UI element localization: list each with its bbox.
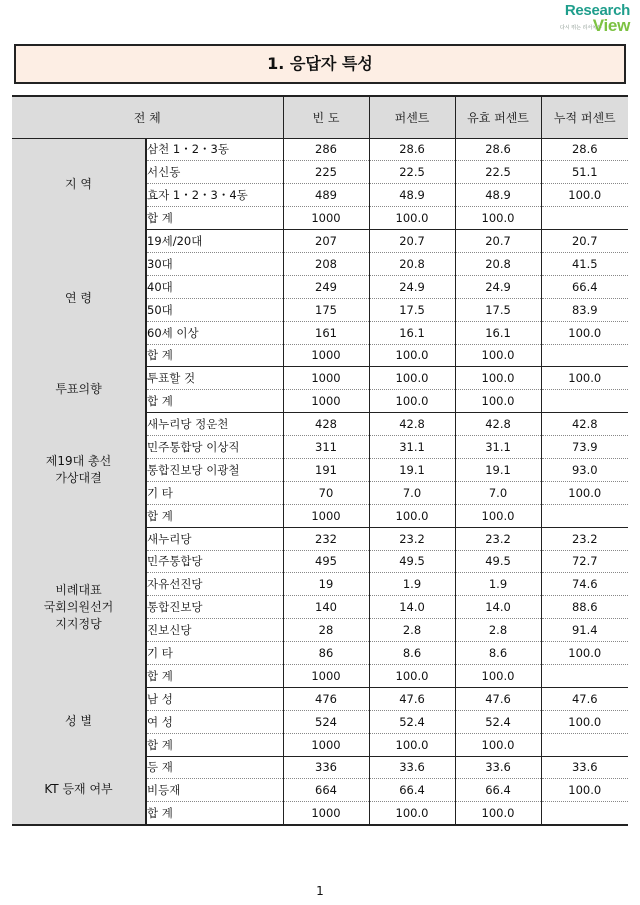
- cell-cumulative-percent: 66.4: [541, 275, 628, 298]
- cell-valid-percent: 14.0: [455, 596, 541, 619]
- cell-valid-percent: 42.8: [455, 413, 541, 436]
- cell-cumulative-percent: 74.6: [541, 573, 628, 596]
- cell-frequency: 495: [283, 550, 369, 573]
- table-row: [12, 527, 628, 550]
- logo-view-text: View: [592, 16, 630, 35]
- row-category: 남 성: [146, 687, 283, 710]
- row-category: 삼천 1・2・3동: [146, 138, 283, 161]
- cell-percent: 47.6: [369, 687, 455, 710]
- row-category: 민주통합당 이상직: [146, 436, 283, 459]
- cell-cumulative-percent: 88.6: [541, 596, 628, 619]
- cell-valid-percent: 16.1: [455, 321, 541, 344]
- group-label: 지 역: [12, 138, 146, 230]
- researchview-logo: [560, 2, 630, 36]
- cell-frequency: 140: [283, 596, 369, 619]
- cell-percent: 100.0: [369, 390, 455, 413]
- cell-percent: 100.0: [369, 802, 455, 825]
- cell-percent: 31.1: [369, 436, 455, 459]
- cell-valid-percent: 100.0: [455, 802, 541, 825]
- cell-frequency: 1000: [283, 207, 369, 230]
- group-label: 비례대표 국회의원선거 지지정당: [12, 527, 146, 687]
- cell-cumulative-percent: 83.9: [541, 298, 628, 321]
- cell-percent: 24.9: [369, 275, 455, 298]
- cell-valid-percent: 2.8: [455, 619, 541, 642]
- cell-cumulative-percent: [541, 664, 628, 687]
- cell-cumulative-percent: 100.0: [541, 184, 628, 207]
- row-category: 통합진보당 이광철: [146, 458, 283, 481]
- cell-frequency: 1000: [283, 802, 369, 825]
- cell-frequency: 86: [283, 642, 369, 665]
- row-category: 새누리당 정운천: [146, 413, 283, 436]
- row-category: 19세/20대: [146, 230, 283, 253]
- cell-valid-percent: 52.4: [455, 710, 541, 733]
- cell-valid-percent: 66.4: [455, 779, 541, 802]
- cell-cumulative-percent: 23.2: [541, 527, 628, 550]
- cell-frequency: 286: [283, 138, 369, 161]
- row-category: 합 계: [146, 504, 283, 527]
- cell-cumulative-percent: 33.6: [541, 756, 628, 779]
- logo-research-text: Research: [564, 2, 630, 19]
- cell-cumulative-percent: 51.1: [541, 161, 628, 184]
- page-number: 1: [316, 884, 324, 898]
- cell-percent: 1.9: [369, 573, 455, 596]
- cell-cumulative-percent: [541, 344, 628, 367]
- row-category: 합 계: [146, 733, 283, 756]
- table-row: [12, 756, 628, 779]
- row-category: 합 계: [146, 390, 283, 413]
- row-category: 합 계: [146, 664, 283, 687]
- group-label: 제19대 총선 가상대결: [12, 413, 146, 527]
- cell-percent: 14.0: [369, 596, 455, 619]
- cell-percent: 100.0: [369, 367, 455, 390]
- cell-frequency: 208: [283, 252, 369, 275]
- cell-cumulative-percent: 28.6: [541, 138, 628, 161]
- row-category: 비등재: [146, 779, 283, 802]
- cell-frequency: 225: [283, 161, 369, 184]
- cell-frequency: 1000: [283, 733, 369, 756]
- row-category: 민주통합당: [146, 550, 283, 573]
- group-label: 투표의향: [12, 367, 146, 413]
- group-label: KT 등재 여부: [12, 756, 146, 825]
- row-category: 진보신당: [146, 619, 283, 642]
- header-valid-percent: 유효 퍼센트: [455, 96, 541, 138]
- cell-percent: 16.1: [369, 321, 455, 344]
- cell-valid-percent: 31.1: [455, 436, 541, 459]
- cell-cumulative-percent: 100.0: [541, 779, 628, 802]
- row-category: 기 타: [146, 642, 283, 665]
- cell-frequency: 311: [283, 436, 369, 459]
- cell-valid-percent: 20.8: [455, 252, 541, 275]
- cell-percent: 20.7: [369, 230, 455, 253]
- cell-frequency: 489: [283, 184, 369, 207]
- cell-frequency: 1000: [283, 664, 369, 687]
- cell-cumulative-percent: 100.0: [541, 321, 628, 344]
- header-percent: 퍼센트: [369, 96, 455, 138]
- cell-frequency: 476: [283, 687, 369, 710]
- cell-percent: 100.0: [369, 344, 455, 367]
- respondent-characteristics-table: [12, 95, 628, 826]
- cell-cumulative-percent: [541, 802, 628, 825]
- cell-cumulative-percent: 100.0: [541, 367, 628, 390]
- cell-frequency: 336: [283, 756, 369, 779]
- cell-valid-percent: 1.9: [455, 573, 541, 596]
- row-category: 새누리당: [146, 527, 283, 550]
- cell-frequency: 232: [283, 527, 369, 550]
- cell-percent: 19.1: [369, 458, 455, 481]
- cell-cumulative-percent: [541, 733, 628, 756]
- cell-valid-percent: 100.0: [455, 733, 541, 756]
- cell-valid-percent: 100.0: [455, 367, 541, 390]
- cell-frequency: 19: [283, 573, 369, 596]
- cell-valid-percent: 100.0: [455, 390, 541, 413]
- cell-valid-percent: 33.6: [455, 756, 541, 779]
- cell-frequency: 664: [283, 779, 369, 802]
- cell-valid-percent: 100.0: [455, 207, 541, 230]
- cell-valid-percent: 100.0: [455, 504, 541, 527]
- group-label: 연 령: [12, 230, 146, 367]
- cell-cumulative-percent: 47.6: [541, 687, 628, 710]
- cell-percent: 20.8: [369, 252, 455, 275]
- cell-frequency: 249: [283, 275, 369, 298]
- header-total: 전 체: [12, 96, 283, 138]
- cell-percent: 100.0: [369, 664, 455, 687]
- cell-cumulative-percent: 93.0: [541, 458, 628, 481]
- cell-valid-percent: 28.6: [455, 138, 541, 161]
- cell-frequency: 207: [283, 230, 369, 253]
- cell-valid-percent: 47.6: [455, 687, 541, 710]
- cell-valid-percent: 49.5: [455, 550, 541, 573]
- cell-frequency: 70: [283, 481, 369, 504]
- section-title: 1. 응답자 특성: [14, 44, 626, 84]
- cell-cumulative-percent: 91.4: [541, 619, 628, 642]
- cell-percent: 22.5: [369, 161, 455, 184]
- cell-valid-percent: 48.9: [455, 184, 541, 207]
- header-frequency: 빈 도: [283, 96, 369, 138]
- row-category: 통합진보당: [146, 596, 283, 619]
- cell-frequency: 1000: [283, 390, 369, 413]
- row-category: 30대: [146, 252, 283, 275]
- row-category: 등 재: [146, 756, 283, 779]
- cell-frequency: 1000: [283, 504, 369, 527]
- table-body: [12, 138, 628, 825]
- cell-percent: 23.2: [369, 527, 455, 550]
- cell-valid-percent: 8.6: [455, 642, 541, 665]
- cell-cumulative-percent: [541, 207, 628, 230]
- table-row: [12, 687, 628, 710]
- table-row: [12, 230, 628, 253]
- cell-percent: 66.4: [369, 779, 455, 802]
- cell-percent: 2.8: [369, 619, 455, 642]
- cell-valid-percent: 7.0: [455, 481, 541, 504]
- cell-percent: 33.6: [369, 756, 455, 779]
- cell-cumulative-percent: [541, 504, 628, 527]
- cell-frequency: 175: [283, 298, 369, 321]
- cell-frequency: 1000: [283, 367, 369, 390]
- row-category: 합 계: [146, 344, 283, 367]
- cell-cumulative-percent: 100.0: [541, 642, 628, 665]
- row-category: 기 타: [146, 481, 283, 504]
- cell-valid-percent: 22.5: [455, 161, 541, 184]
- table-row: [12, 413, 628, 436]
- cell-frequency: 524: [283, 710, 369, 733]
- row-category: 효자 1・2・3・4동: [146, 184, 283, 207]
- cell-cumulative-percent: 42.8: [541, 413, 628, 436]
- row-category: 합 계: [146, 802, 283, 825]
- cell-valid-percent: 23.2: [455, 527, 541, 550]
- row-category: 합 계: [146, 207, 283, 230]
- row-category: 투표할 것: [146, 367, 283, 390]
- cell-percent: 17.5: [369, 298, 455, 321]
- cell-valid-percent: 100.0: [455, 664, 541, 687]
- table-header-row: [12, 96, 628, 138]
- cell-cumulative-percent: 20.7: [541, 230, 628, 253]
- cell-percent: 100.0: [369, 733, 455, 756]
- cell-frequency: 28: [283, 619, 369, 642]
- row-category: 여 성: [146, 710, 283, 733]
- group-label: 성 별: [12, 687, 146, 756]
- row-category: 50대: [146, 298, 283, 321]
- cell-frequency: 191: [283, 458, 369, 481]
- cell-percent: 100.0: [369, 207, 455, 230]
- cell-percent: 49.5: [369, 550, 455, 573]
- cell-cumulative-percent: 73.9: [541, 436, 628, 459]
- table-row: [12, 367, 628, 390]
- cell-percent: 42.8: [369, 413, 455, 436]
- cell-percent: 28.6: [369, 138, 455, 161]
- cell-cumulative-percent: [541, 390, 628, 413]
- cell-percent: 48.9: [369, 184, 455, 207]
- cell-valid-percent: 100.0: [455, 344, 541, 367]
- cell-cumulative-percent: 100.0: [541, 481, 628, 504]
- cell-valid-percent: 20.7: [455, 230, 541, 253]
- cell-valid-percent: 17.5: [455, 298, 541, 321]
- cell-valid-percent: 19.1: [455, 458, 541, 481]
- row-category: 40대: [146, 275, 283, 298]
- logo-tagline: 다시 뛰는 리서치뷰: [560, 25, 602, 31]
- cell-percent: 100.0: [369, 504, 455, 527]
- row-category: 서신동: [146, 161, 283, 184]
- header-cumulative-percent: 누적 퍼센트: [541, 96, 628, 138]
- cell-frequency: 428: [283, 413, 369, 436]
- table-row: [12, 138, 628, 161]
- cell-valid-percent: 24.9: [455, 275, 541, 298]
- cell-percent: 8.6: [369, 642, 455, 665]
- cell-frequency: 161: [283, 321, 369, 344]
- row-category: 자유선진당: [146, 573, 283, 596]
- cell-cumulative-percent: 72.7: [541, 550, 628, 573]
- row-category: 60세 이상: [146, 321, 283, 344]
- cell-percent: 52.4: [369, 710, 455, 733]
- cell-frequency: 1000: [283, 344, 369, 367]
- cell-cumulative-percent: 100.0: [541, 710, 628, 733]
- cell-cumulative-percent: 41.5: [541, 252, 628, 275]
- cell-percent: 7.0: [369, 481, 455, 504]
